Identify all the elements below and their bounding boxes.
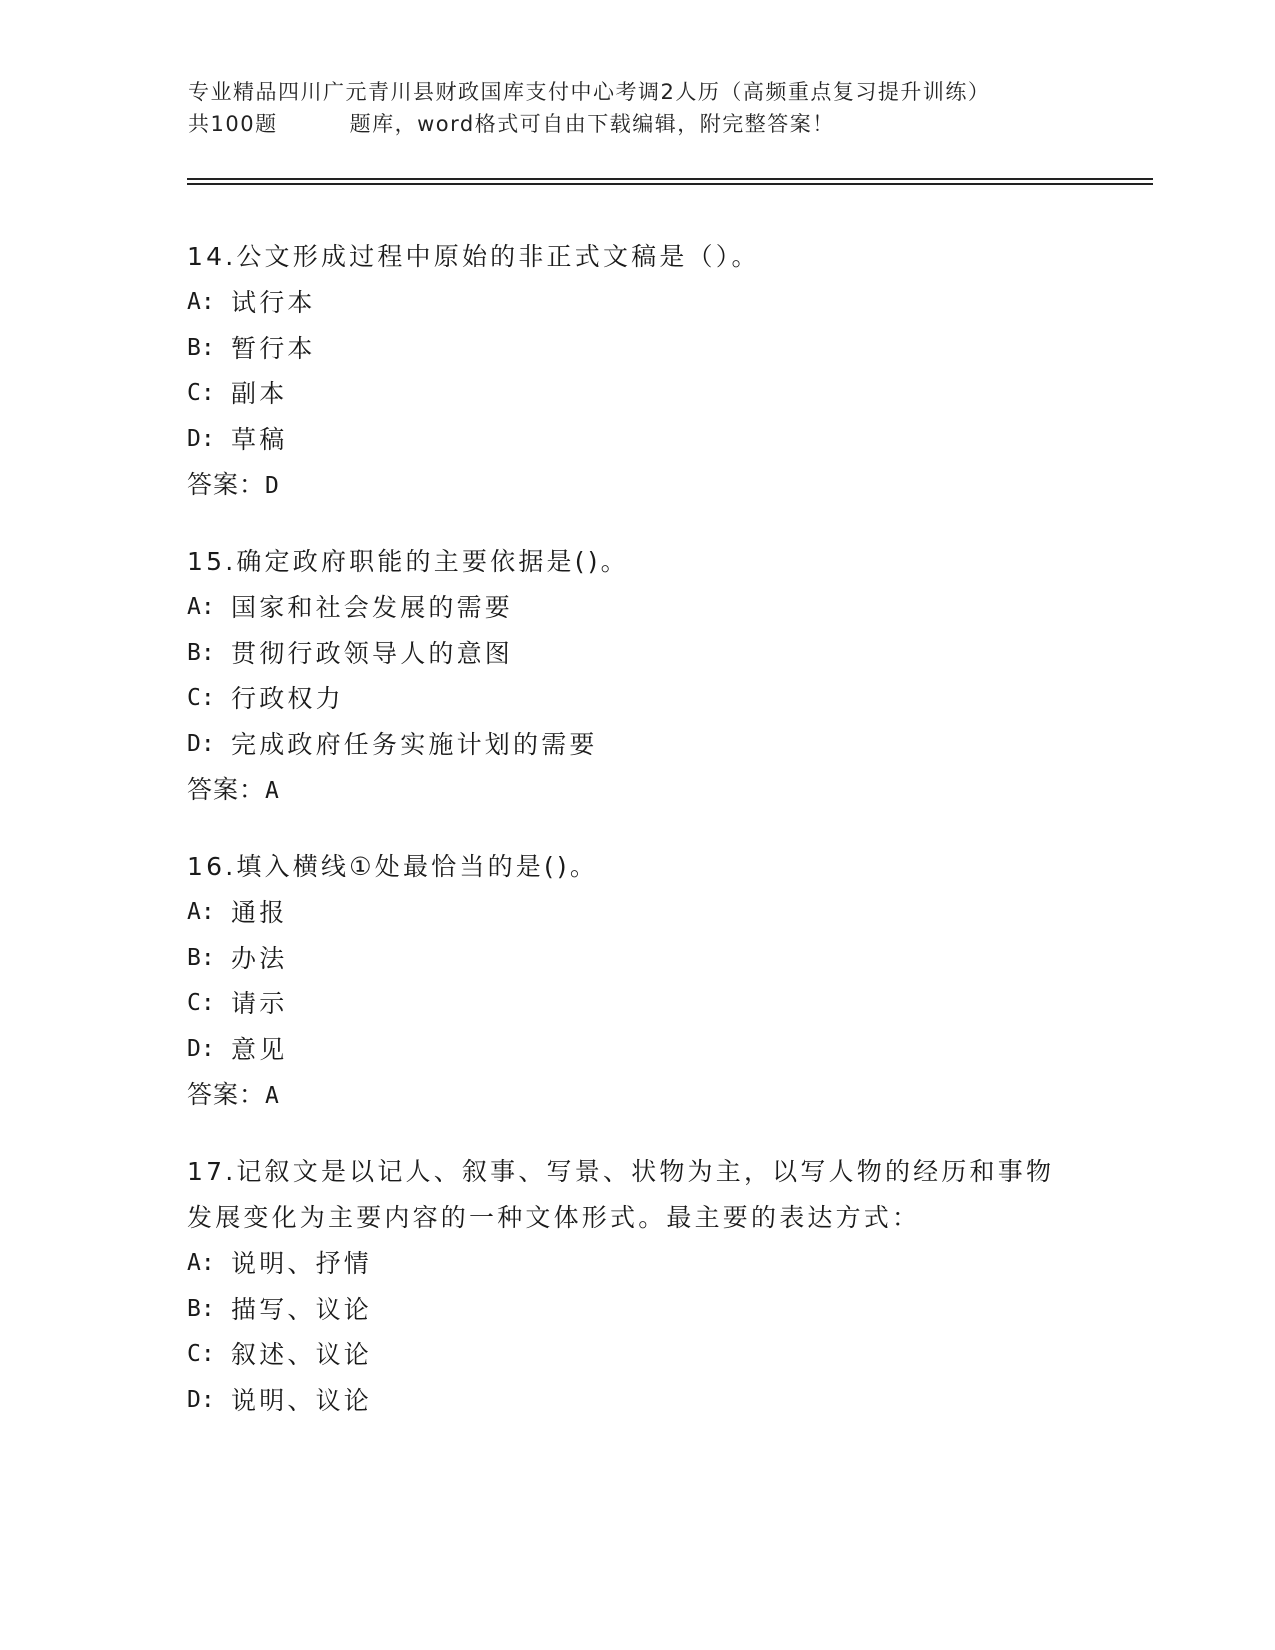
option-text: 意见 xyxy=(231,1034,288,1064)
option-d xyxy=(187,417,1087,463)
option-letter: D: xyxy=(187,730,215,757)
header-divider-bottom xyxy=(187,183,1153,185)
option-letter: B: xyxy=(187,639,215,666)
answer-value: D xyxy=(265,473,280,499)
option-text: 行政权力 xyxy=(231,684,344,713)
question-number: 16. xyxy=(187,852,237,881)
answer-label: 答案： xyxy=(187,1080,266,1109)
question-text xyxy=(187,234,1087,280)
question-body: 确定政府职能的主要依据是()。 xyxy=(236,547,629,576)
document-header xyxy=(188,76,1088,140)
option-letter: C: xyxy=(187,380,215,406)
question-number: 17. xyxy=(187,1157,237,1186)
option-text: 草稿 xyxy=(231,424,288,454)
question-text-continued xyxy=(187,1195,1087,1241)
header-divider-top xyxy=(187,178,1153,180)
option-text: 贯彻行政领导人的意图 xyxy=(231,638,514,668)
option-letter: A: xyxy=(187,289,215,315)
answer-label: 答案： xyxy=(187,775,266,804)
option-a xyxy=(187,1241,1087,1287)
option-letter: D: xyxy=(187,1035,215,1062)
option-text: 通报 xyxy=(231,898,288,927)
question-number: 14. xyxy=(187,242,237,271)
option-a xyxy=(187,890,1087,936)
question-body-line-2: 发展变化为主要内容的一种文体形式。最主要的表达方式： xyxy=(187,1203,921,1232)
option-text: 暂行本 xyxy=(231,333,316,363)
option-text: 国家和社会发展的需要 xyxy=(231,593,514,622)
option-c xyxy=(187,981,1087,1027)
option-text: 办法 xyxy=(231,943,288,973)
question-list xyxy=(187,234,1087,1453)
option-text: 副本 xyxy=(231,379,288,408)
option-c xyxy=(187,676,1087,722)
option-letter: D: xyxy=(187,425,215,452)
option-d xyxy=(187,1378,1087,1424)
option-d xyxy=(187,722,1087,768)
option-b xyxy=(187,631,1087,677)
option-text: 试行本 xyxy=(231,288,316,317)
header-description: 题库，word格式可自由下载编辑，附完整答案！ xyxy=(349,112,835,136)
answer-line xyxy=(187,462,1087,509)
question-16 xyxy=(187,844,1087,1119)
option-a xyxy=(187,585,1087,631)
option-letter: C: xyxy=(187,1341,215,1367)
option-letter: B: xyxy=(187,1295,215,1322)
question-17 xyxy=(187,1149,1087,1423)
question-14 xyxy=(187,234,1087,509)
option-c xyxy=(187,1332,1087,1378)
option-d xyxy=(187,1027,1087,1073)
answer-line xyxy=(187,767,1087,814)
question-body-line-1: 记叙文是以记人、叙事、写景、状物为主，以写人物的经历和事物 xyxy=(236,1157,1055,1186)
option-text: 说明、议论 xyxy=(231,1385,373,1415)
option-c xyxy=(187,371,1087,417)
question-text xyxy=(187,844,1087,890)
option-letter: C: xyxy=(187,685,215,711)
question-body: 公文形成过程中原始的非正式文稿是（）。 xyxy=(236,242,760,271)
option-letter: D: xyxy=(187,1386,215,1413)
option-text: 描写、议论 xyxy=(231,1294,373,1324)
header-subtitle-line xyxy=(188,108,1088,140)
option-text: 完成政府任务实施计划的需要 xyxy=(231,729,598,759)
answer-value: A xyxy=(265,1083,280,1109)
option-b xyxy=(187,936,1087,982)
option-b xyxy=(187,326,1087,372)
option-letter: B: xyxy=(187,944,215,971)
option-text: 说明、抒情 xyxy=(231,1249,373,1278)
option-letter: B: xyxy=(187,334,215,361)
header-title-line: 专业精品四川广元青川县财政国库支付中心考调2人历（高频重点复习提升训练） xyxy=(188,80,991,104)
answer-line xyxy=(187,1072,1087,1119)
answer-label: 答案： xyxy=(187,470,266,499)
header-question-count: 共100题 xyxy=(188,112,278,136)
question-text xyxy=(187,539,1087,585)
option-letter: A: xyxy=(187,594,215,620)
question-15 xyxy=(187,539,1087,814)
answer-value: A xyxy=(265,778,280,804)
option-a xyxy=(187,280,1087,326)
question-text xyxy=(187,1149,1087,1195)
option-letter: C: xyxy=(187,990,215,1016)
question-number: 15. xyxy=(187,547,237,576)
option-b xyxy=(187,1287,1087,1333)
option-text: 请示 xyxy=(231,989,288,1018)
option-text: 叙述、议论 xyxy=(231,1340,373,1369)
option-letter: A: xyxy=(187,899,215,925)
question-body: 填入横线①处最恰当的是()。 xyxy=(236,852,599,881)
option-letter: A: xyxy=(187,1250,215,1276)
